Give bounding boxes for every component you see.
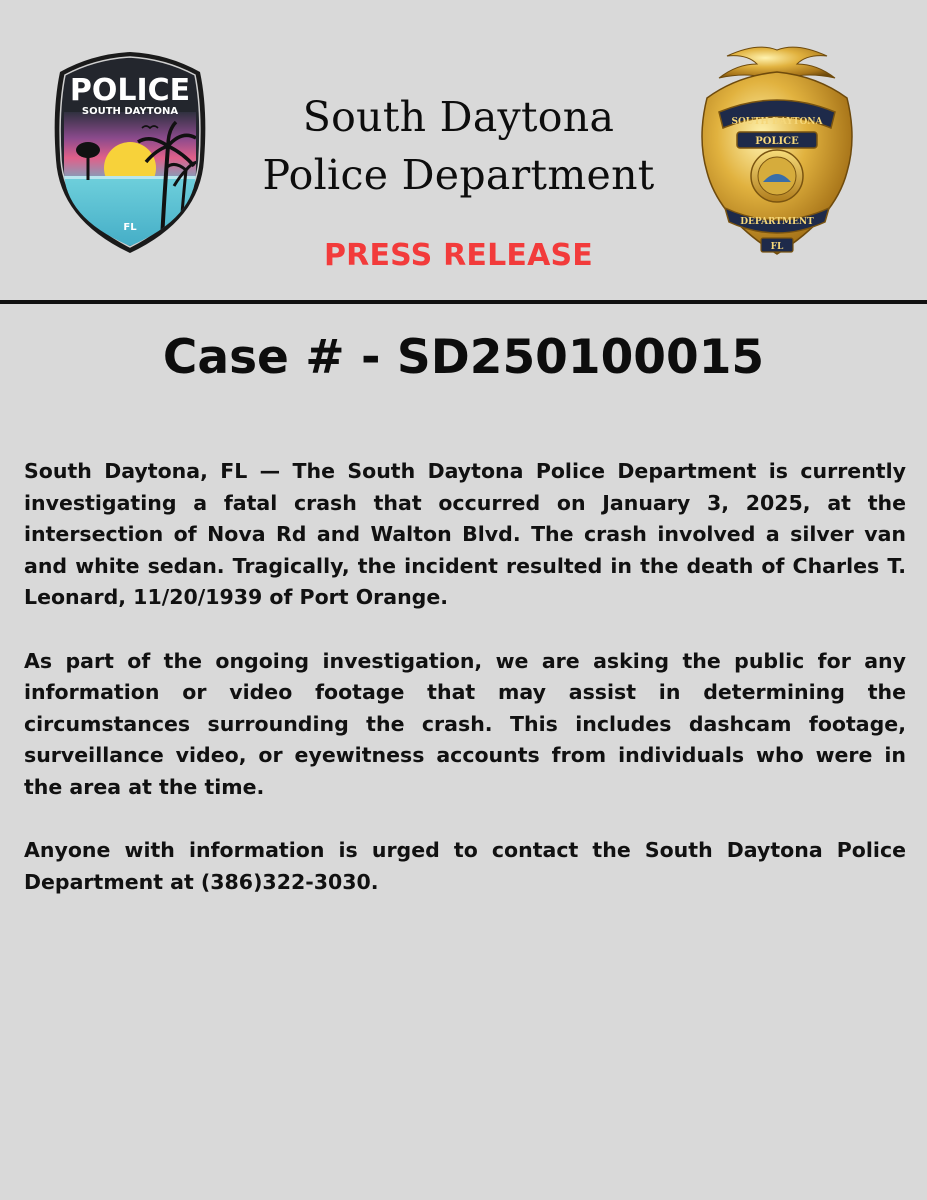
patch-state-text: FL bbox=[123, 222, 137, 233]
badge-bottom-text: DEPARTMENT bbox=[740, 217, 814, 227]
header-divider bbox=[0, 300, 927, 304]
badge-mid-text: POLICE bbox=[755, 136, 799, 147]
department-title-line2: Police Department bbox=[262, 151, 655, 199]
case-number: Case # - SD250100015 bbox=[162, 330, 765, 385]
paragraph-contact: Anyone with information is urged to contact the South Daytona Police Department at (386)322-3030. bbox=[24, 838, 906, 894]
department-title bbox=[230, 88, 687, 204]
badge-state-text: FL bbox=[770, 242, 784, 252]
department-title-line1: South Daytona bbox=[302, 93, 615, 141]
press-release-label: PRESS RELEASE bbox=[323, 238, 593, 273]
paragraph-incident: South Daytona, FL — The South Daytona Police Department is currently investigating a fatal crash that occurred on January 3, 2025, at the intersection of Nova Rd and Walton Blvd. The crash involved a silver van and white sedan. Tragically, the incident resulted in the death of Charles T. Leonard, 11/20/1939 of Port Orange. bbox=[24, 459, 906, 609]
paragraph-request: As part of the ongoing investigation, we are asking the public for any information or video footage that may assist in determining the circumstances surrounding the crash. This includes dashcam footage, surveillance video, or eyewitness accounts from individuals who were in the area at the time. bbox=[24, 648, 906, 799]
badge-top-text: SOUTH DAYTONA bbox=[731, 117, 823, 127]
patch-arc-text: SOUTH DAYTONA bbox=[81, 106, 179, 117]
police-patch-logo bbox=[50, 50, 210, 255]
patch-police-text: POLICE bbox=[69, 73, 191, 108]
release-body bbox=[24, 456, 906, 930]
police-badge-logo bbox=[697, 42, 857, 260]
